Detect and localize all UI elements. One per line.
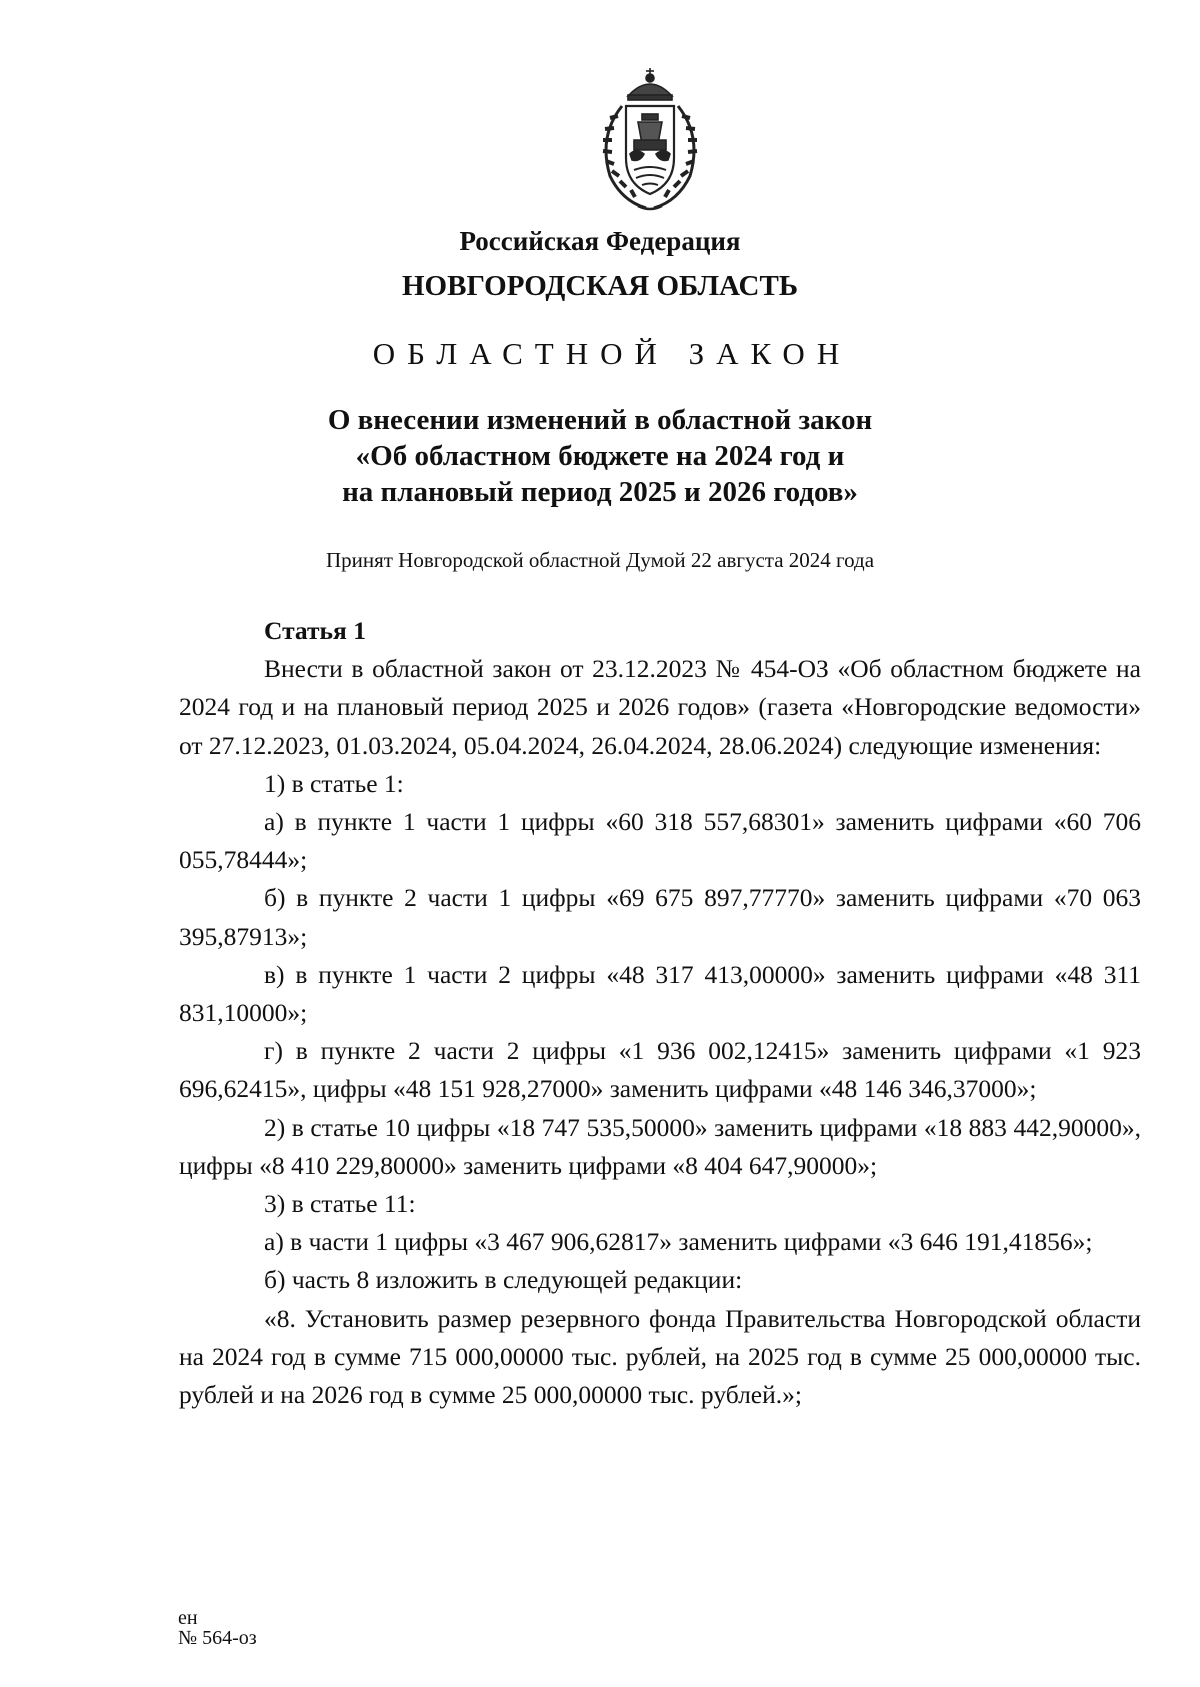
amendment-item: 3) в статье 11: (264, 1189, 416, 1219)
amendment-item: б) в пункте 2 части 1 цифры «69 675 897,77770» заменить цифрами «70 063 395,87913»; (179, 883, 1141, 951)
region-name: НОВГОРОДСКАЯ ОБЛАСТЬ (401, 270, 799, 302)
document-type: ОБЛАСТНОЙ ЗАКОН (372, 336, 852, 371)
law-title-line-3: на плановый период 2025 и 2026 годов» (342, 476, 858, 508)
law-body (179, 612, 1141, 1414)
article-intro: Внести в областной закон от 23.12.2023 № 454-ОЗ «Об областном бюджете на 2024 год и на плановый период 2025 и 2026 годов» (газета «Новгородские ведомости» от 27.12.2023, 01.03.2024, 05.04.2024, 26.04.2024, 28.06.2024) следующие изменения: (179, 654, 1141, 760)
amendment-item: «8. Установить размер резервного фонда Правительства Новгородской области на 2024 год в сумме 715 000,00000 тыс. рублей, на 2025 год в сумме 25 000,00000 тыс. рублей и на 2026 год в сумме 25 000,00000 тыс. рублей.»; (179, 1303, 1141, 1410)
law-title-line-1: О внесении изменений в областной закон (327, 404, 873, 436)
amendment-item: а) в части 1 цифры «3 467 906,62817» заменить цифрами «3 646 191,41856»; (264, 1227, 1093, 1257)
amendment-item: в) в пункте 1 части 2 цифры «48 317 413,00000» заменить цифрами «48 311 831,10000»; (179, 959, 1141, 1028)
amendment-item: а) в пункте 1 части 1 цифры «60 318 557,68301» заменить цифрами «60 706 055,78444»; (179, 807, 1141, 875)
amendment-item: б) часть 8 изложить в следующей редакции: (264, 1265, 743, 1295)
document-footer (178, 1608, 257, 1648)
footer-law-number: № 564-оз (178, 1627, 257, 1649)
country-name: Российская Федерация (459, 226, 741, 256)
coat-of-arms-icon (588, 66, 712, 216)
law-title-line-2: «Об областном бюджете на 2024 год и (355, 440, 845, 472)
amendment-item: г) в пункте 2 части 2 цифры «1 936 002,12415» заменить цифрами «1 923 696,62415», цифры «48 151 928,27000» заменить цифрами «48 146 346,37000»; (179, 1036, 1141, 1104)
adoption-note: Принят Новгородской областной Думой 22 августа 2024 года (325, 548, 875, 572)
amendment-item: 1) в статье 1: (264, 768, 404, 798)
amendment-item: 2) в статье 10 цифры «18 747 535,50000» заменить цифрами «18 883 442,90000», цифры «8 410 229,80000» заменить цифрами «8 404 647,90000»; (179, 1112, 1141, 1180)
article-heading: Статья 1 (264, 616, 366, 645)
footer-initials: ен (178, 1607, 198, 1629)
law-title (0, 402, 1200, 510)
